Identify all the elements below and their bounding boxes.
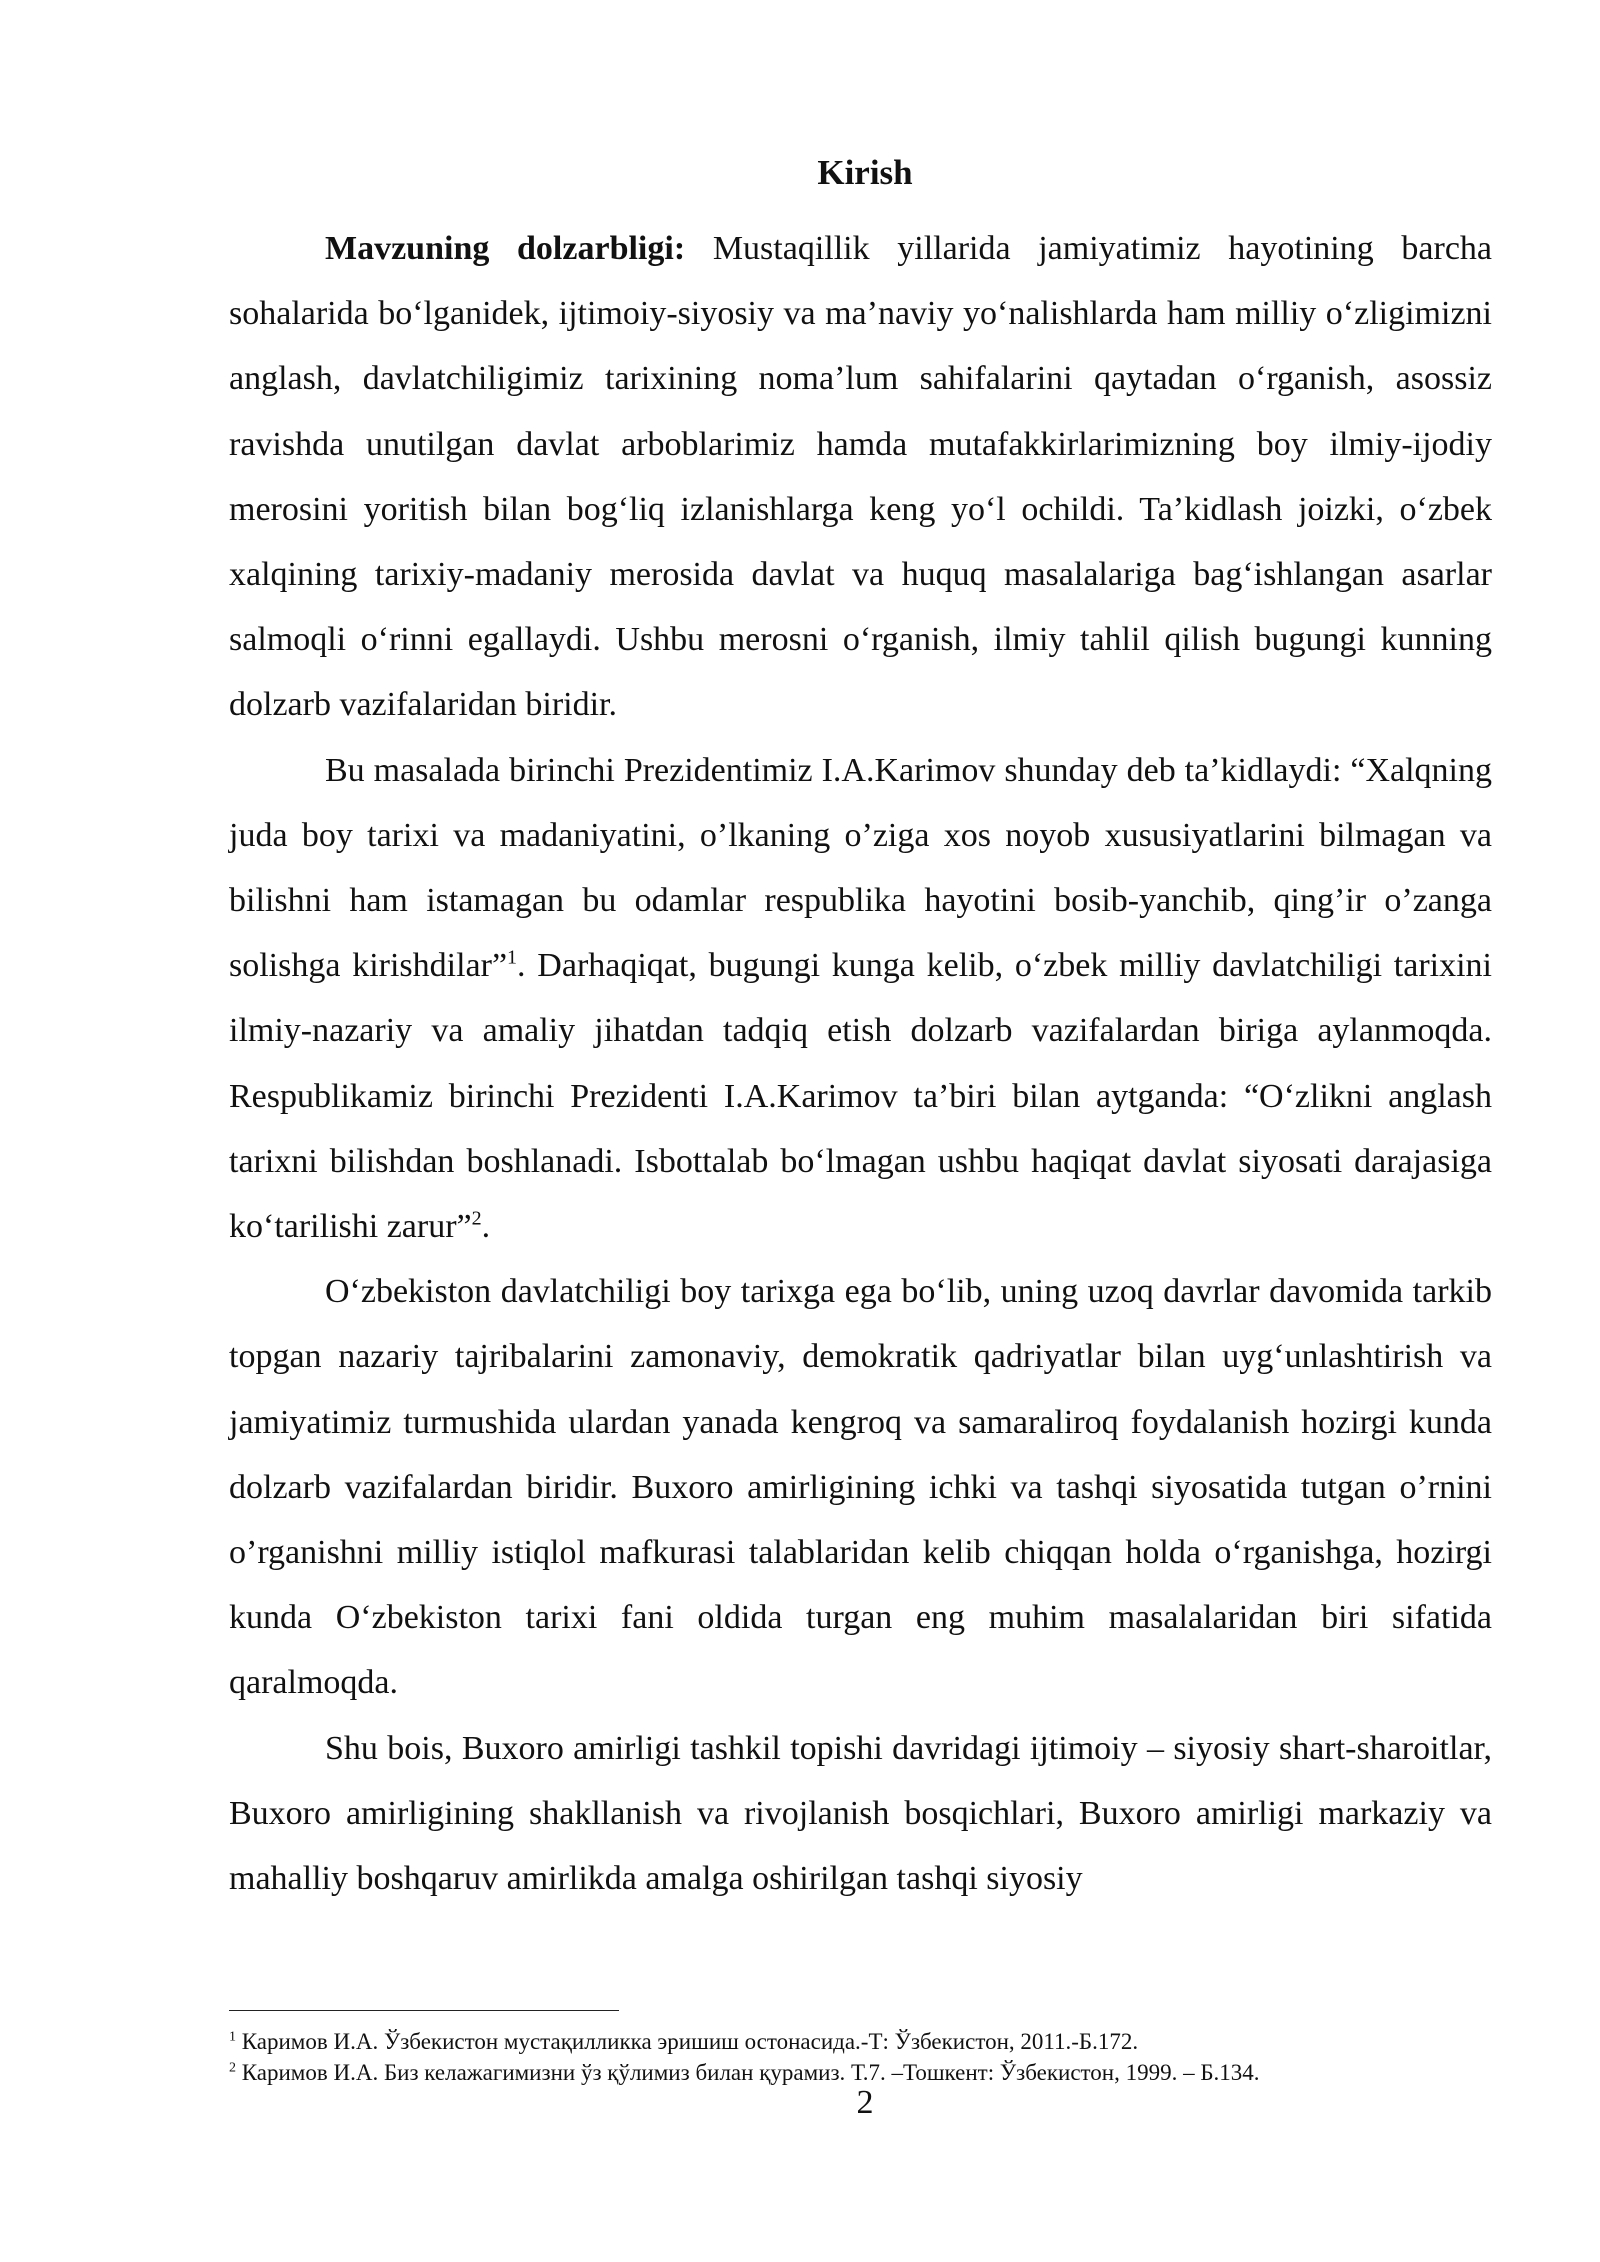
footnote-text: Каримов И.А. Биз келажагимизни ўз қўлимиз билан қурамиз. Т.7. –Тошкент: Ўзбекистон, 1999. – Б.134. [236, 2060, 1260, 2085]
paragraph-1 [229, 216, 1492, 738]
footnote-ref-2: 2 [471, 1207, 482, 1230]
footnote-text: Каримов И.А. Ўзбекистон мустақилликка эришиш остонасида.-Т: Ўзбекистон, 2011.-Б.172. [236, 2029, 1139, 2054]
footnotes [229, 2026, 1492, 2088]
footnote-mark: 1 [229, 2029, 236, 2045]
paragraph-2 [229, 738, 1492, 1260]
paragraph-4: Shu bois, Buxoro amirligi tashkil topishi davridagi ijtimoiy – siyosiy shart-sharoitlar, Buxoro amirligining shakllanish va rivojlanish bosqichlari, Buxoro amirligi markaziy va mahalliy boshqaruv amirlikda amalga oshirilgan tashqi siyosiy [229, 1729, 1492, 1898]
paragraph-lead: Mavzuning dolzarbligi: [325, 230, 686, 267]
page-number: 2 [856, 2084, 874, 2121]
paragraph-1-text: Mustaqillik yillarida jamiyatimiz hayotining barcha sohalarida bo‘lganidek, ijtimoiy-siyosiy va ma’naviy yo‘nalishlarda ham milliy o‘zligimizni anglash, davlatchiligimiz tarixining noma’lum sahifalarini qaytadan o‘rganish, asossiz ravishda unutilgan davlat arboblarimiz hamda mutafakkirlarimizning boy ilmiy-ijodiy merosini yoritish bilan bog‘liq izlanishlarga keng yo‘l ochildi. Ta’kidlash joizki, o‘zbek xalqining tarixiy-madaniy merosida davlat va huquq masalalariga bag‘ishlangan asarlar salmoqli o‘rinni egallaydi. Ushbu merosni o‘rganish, ilmiy tahlil qilish bugungi kunning dolzarb vazifalaridan biridir. [229, 230, 1492, 724]
paragraph-2-part-b: . Darhaqiqat, bugungi kunga kelib, o‘zbek milliy davlatchiligi tarixini ilmiy-nazariy va amaliy jihatdan tadqiq etish dolzarb vazifalardan biriga aylanmoqda. Respublikamiz birinchi Prezidenti I.A.Karimov ta’biri bilan aytganda: “O‘zlikni anglash tarixni bilishdan boshlanadi. Isbottalab bo‘lmagan ushbu haqiqat davlat siyosati darajasiga ko‘tarilishi zarur” [229, 947, 1492, 1246]
footnote-mark: 2 [229, 2060, 236, 2076]
footnote-separator [229, 2010, 619, 2011]
paragraph-3: O‘zbekiston davlatchiligi boy tarixga ega bo‘lib, uning uzoq davrlar davomida tarkib topgan nazariy tajribalarini zamonaviy, demokratik qadriyatlar bilan uyg‘unlashtirish va jamiyatimiz turmushida ulardan yanada kengroq va samaraliroq foydalanish hozirgi kunda dolzarb vazifalardan biridir. Buxoro amirligining ichki va tashqi siyosatida tutgan o’rnini o’rganishni milliy istiqlol mafkurasi talablaridan kelib chiqqan holda o‘rganishga, hozirgi kunda O‘zbekiston tarixi fani oldida turgan eng muhim masalalaridan biri sifatida qaralmoqda. [229, 1273, 1492, 1702]
paragraph-2-part-a: Bu masalada birinchi Prezidentimiz I.A.Karimov shunday deb ta’kidlaydi: “Xalqning juda boy tarixi va madaniyatini, o’lkaning o’ziga xos noyob xususiyatlarini bilmagan va bilishni ham istamagan bu odamlar respublika hayotini bosib-yanchib, qing’ir o’zanga solishga kirishdilar” [229, 751, 1492, 985]
footnote-ref-1: 1 [507, 946, 518, 969]
body-text [229, 216, 1492, 1911]
section-title: Kirish [817, 153, 913, 192]
footnote-1 [229, 2026, 1492, 2057]
paragraph-2-part-c: . [481, 1208, 491, 1246]
